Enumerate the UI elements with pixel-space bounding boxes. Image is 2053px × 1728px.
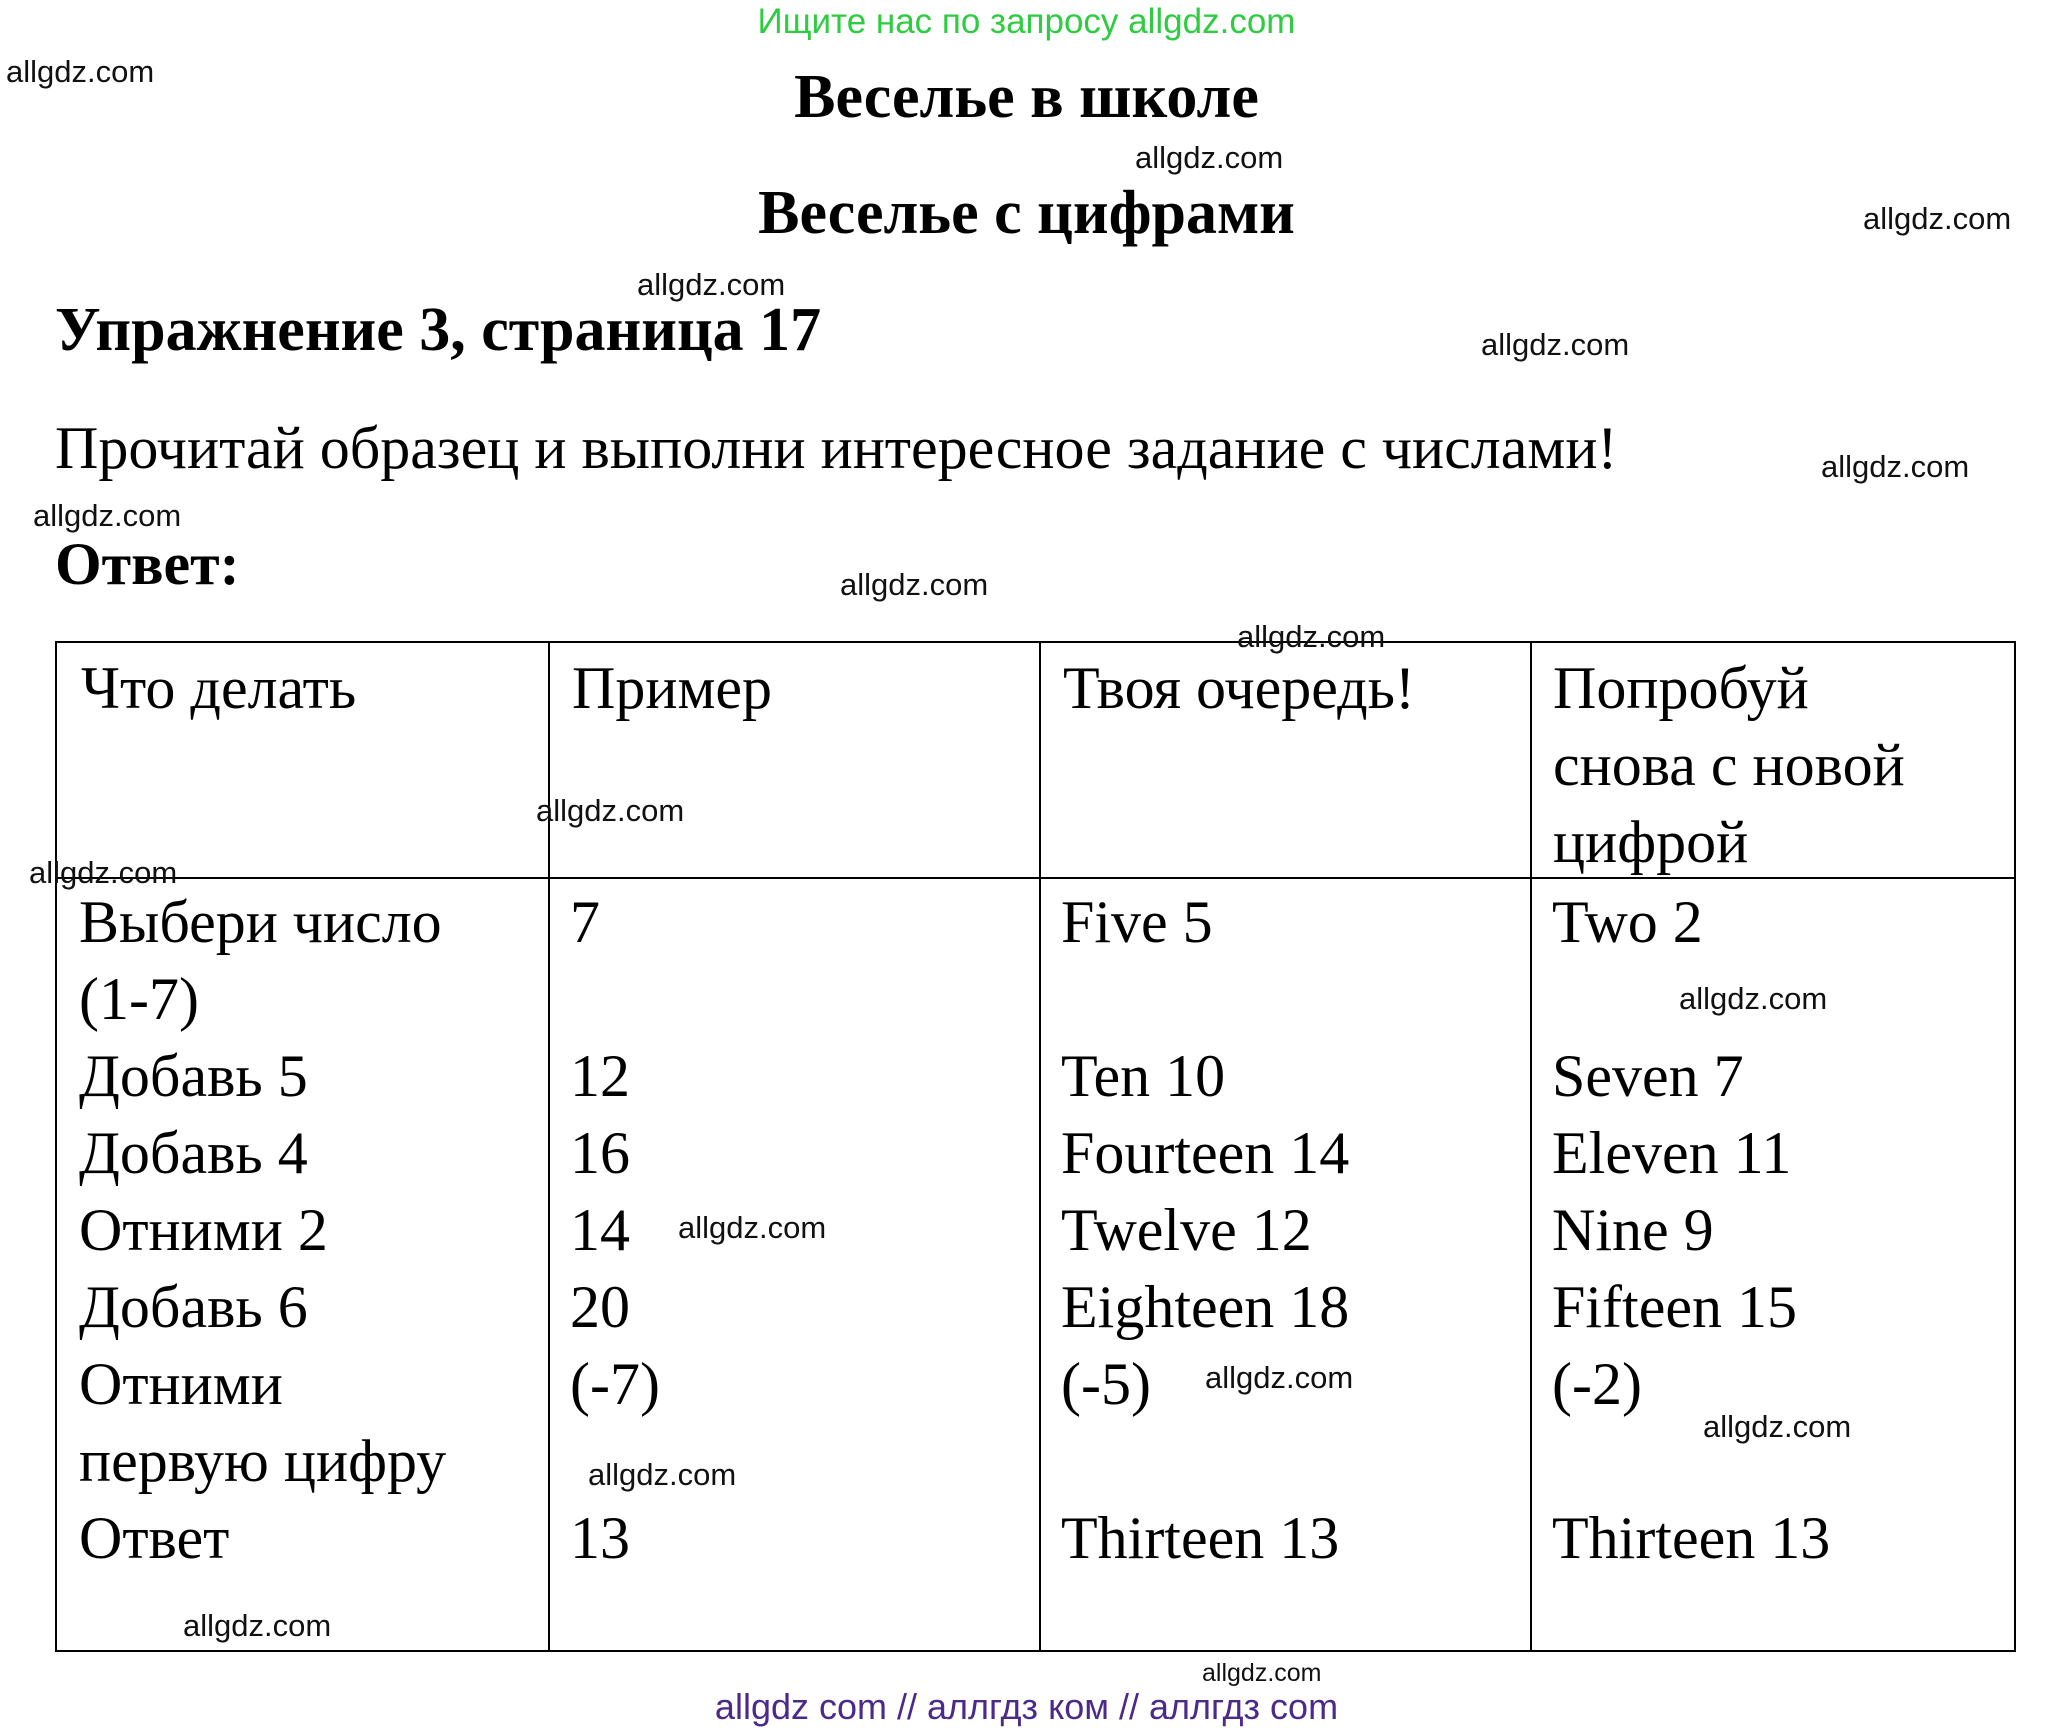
answer-label: Ответ: bbox=[55, 531, 240, 597]
cell-what-row7: Ответ bbox=[79, 1505, 230, 1571]
cell-tryagain-row1: Two 2 bbox=[1552, 889, 1703, 955]
watermark: allgdz.com bbox=[678, 1210, 827, 1245]
watermark: allgdz.com bbox=[1202, 1659, 1322, 1687]
cell-example-row4: 14 bbox=[570, 1197, 630, 1263]
header-try-again: Попробуй снова с новой цифрой bbox=[1553, 655, 1905, 875]
cell-what-row3: Добавь 4 bbox=[79, 1120, 308, 1186]
answer-table bbox=[55, 641, 2016, 1652]
watermark: allgdz.com bbox=[1205, 1360, 1354, 1395]
cell-what-row6: Отними первую цифру bbox=[79, 1351, 447, 1494]
cell-yourturn-row4: Twelve 12 bbox=[1061, 1197, 1312, 1263]
watermark: allgdz.com bbox=[637, 267, 786, 302]
header-what-to-do: Что делать bbox=[81, 655, 357, 721]
header-your-turn: Твоя очередь! bbox=[1063, 655, 1416, 721]
watermark: allgdz.com bbox=[1481, 327, 1630, 362]
cell-yourturn-row3: Fourteen 14 bbox=[1061, 1120, 1350, 1186]
watermark: allgdz.com bbox=[29, 855, 178, 890]
cell-what-row2: Добавь 5 bbox=[79, 1043, 308, 1109]
table-column-divider bbox=[1039, 643, 1041, 1650]
cell-what-row4: Отними 2 bbox=[79, 1197, 328, 1263]
cell-example-row2: 12 bbox=[570, 1043, 630, 1109]
watermark: allgdz.com bbox=[1679, 981, 1828, 1016]
cell-tryagain-row5: Fifteen 15 bbox=[1552, 1274, 1797, 1340]
watermark: allgdz.com bbox=[536, 793, 685, 828]
watermark: allgdz.com bbox=[840, 567, 989, 602]
cell-tryagain-row3: Eleven 11 bbox=[1552, 1120, 1792, 1186]
cell-yourturn-row1: Five 5 bbox=[1061, 889, 1213, 955]
page-subtitle: Веселье с цифрами bbox=[758, 179, 1295, 247]
cell-yourturn-row5: Eighteen 18 bbox=[1061, 1274, 1350, 1340]
table-column-divider bbox=[1530, 643, 1532, 1650]
cell-example-row3: 16 bbox=[570, 1120, 630, 1186]
cell-what-row5: Добавь 6 bbox=[79, 1274, 308, 1340]
cell-what-row1: Выбери число (1-7) bbox=[79, 889, 442, 1032]
watermark: allgdz.com bbox=[1703, 1409, 1852, 1444]
cell-example-row6: (-7) bbox=[570, 1351, 660, 1417]
cell-tryagain-row7: Thirteen 13 bbox=[1552, 1505, 1831, 1571]
watermark: allgdz.com bbox=[1863, 201, 2012, 236]
cell-yourturn-row2: Ten 10 bbox=[1061, 1043, 1226, 1109]
header-example: Пример bbox=[572, 655, 773, 721]
watermark: allgdz.com bbox=[1237, 619, 1386, 654]
exercise-heading: Упражнение 3, страница 17 bbox=[55, 296, 822, 364]
cell-tryagain-row6: (-2) bbox=[1552, 1351, 1642, 1417]
cell-example-row1: 7 bbox=[570, 889, 600, 955]
watermark: allgdz.com bbox=[6, 54, 155, 89]
instruction-text: Прочитай образец и выполни интересное задание с числами! bbox=[55, 415, 1618, 481]
watermark: allgdz.com bbox=[588, 1457, 737, 1492]
cell-yourturn-row7: Thirteen 13 bbox=[1061, 1505, 1340, 1571]
cell-tryagain-row4: Nine 9 bbox=[1552, 1197, 1714, 1263]
watermark: allgdz.com bbox=[1821, 449, 1970, 484]
cell-tryagain-row2: Seven 7 bbox=[1552, 1043, 1744, 1109]
page-title: Веселье в школе bbox=[794, 63, 1259, 131]
footer-links[interactable]: allgdz com // аллгдз ком // аллгдз com bbox=[714, 1686, 1339, 1727]
watermark: allgdz.com bbox=[33, 498, 182, 533]
top-banner[interactable]: Ищите нас по запросу allgdz.com bbox=[757, 2, 1296, 41]
cell-yourturn-row6: (-5) bbox=[1061, 1351, 1151, 1417]
cell-example-row7: 13 bbox=[570, 1505, 630, 1571]
cell-example-row5: 20 bbox=[570, 1274, 630, 1340]
watermark: allgdz.com bbox=[1135, 140, 1284, 175]
watermark: allgdz.com bbox=[183, 1608, 332, 1643]
